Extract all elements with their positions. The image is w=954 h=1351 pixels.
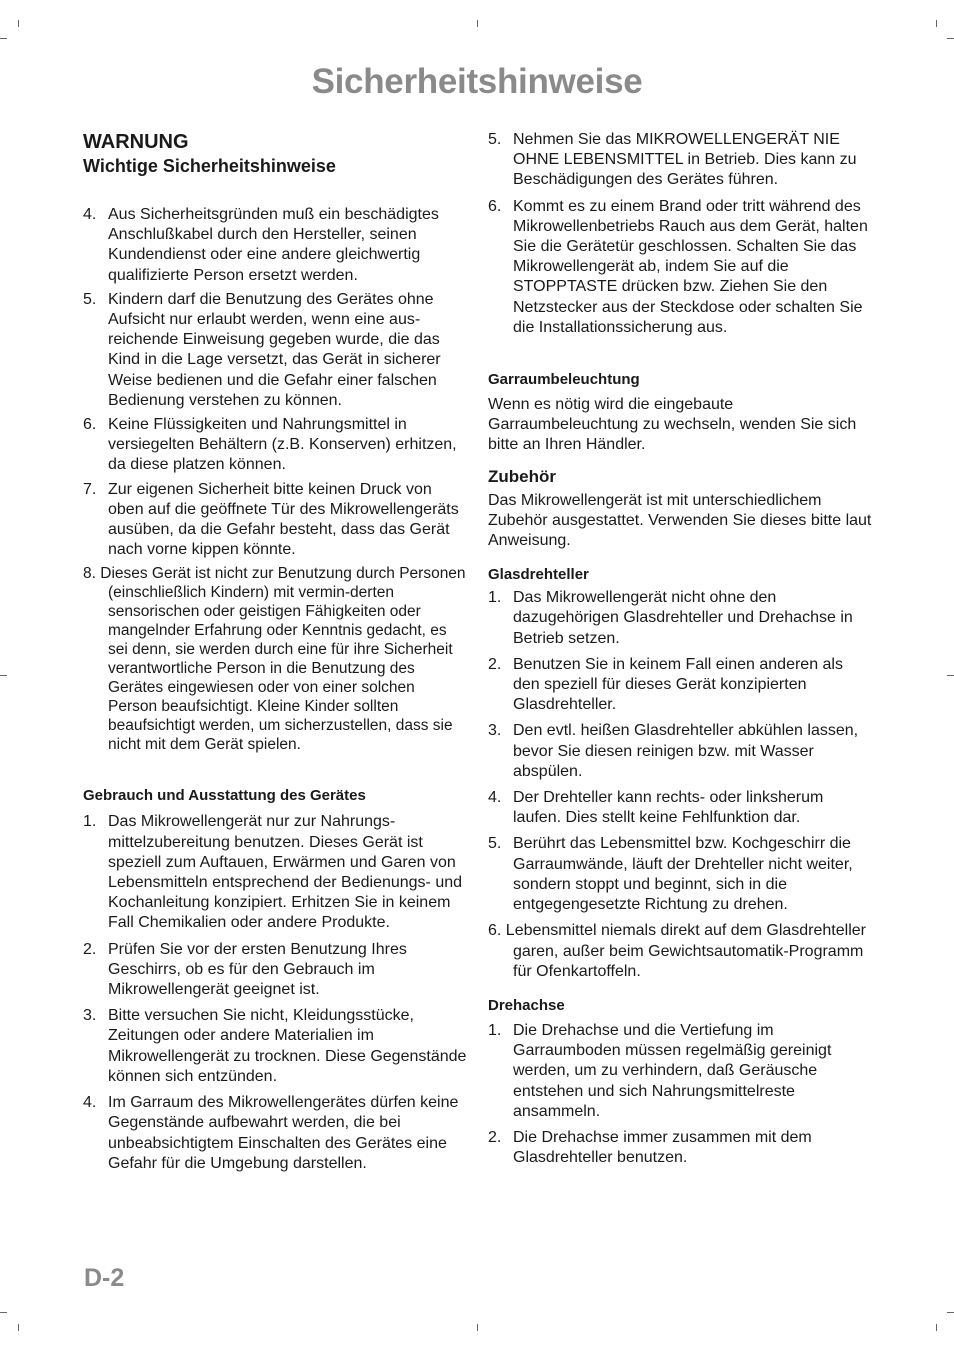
crop-mark bbox=[18, 20, 19, 27]
turntable-list bbox=[488, 588, 874, 982]
list-item: 6. Kommt es zu einem Brand oder tritt während des Mikrowellenbetriebs Rauch aus dem Gerät, halten Sie die Gerätetür geschlossen. Schalten Sie das Mikrowellengerät ab, indem Sie auf die STOPPTASTE drücken bzw. Ziehen Sie den Netzstecker aus der Steckdose oder schalten Sie die Installationssicherung aus. bbox=[488, 197, 868, 336]
list-item: 7. Zur eigenen Sicherheit bitte keinen Druck von oben auf die geöffnete Tür des Mikrowellengeräts ausüben, da die Gefahr besteht, dass das Gerät nach vorne kippen könnte. bbox=[83, 480, 459, 559]
right-column bbox=[488, 130, 874, 1172]
list-item: 6. Lebensmittel niemals direkt auf dem Glasdrehteller garen, außer beim Gewichtsautomatik-Programm für Ofenkartoffeln. bbox=[488, 922, 866, 980]
list-item: 5. Kindern darf die Benutzung des Gerätes ohne Aufsicht nur erlaubt werden, wenn eine aus-reichende Einweisung gegeben wurde, die das Kind in die Lage versetzt, das Gerät in sicherer Weise bedienen und die Gefahr einer falschen Bedienung verstehen zu können. bbox=[83, 290, 441, 409]
crop-mark bbox=[947, 675, 954, 676]
list-item: 4. Im Garraum des Mikrowellengerätes dürfen keine Gegenstände aufbewahrt werden, die bei unbeabsichtigtem Einschalten des Gerätes eine Gefahr für die Umgebung darstellen. bbox=[83, 1094, 459, 1172]
list-item: 6. Keine Flüssigkeiten und Nahrungsmittel in versiegelten Behältern (z.B. Konserven) erhitzen, da diese platzen können. bbox=[83, 416, 457, 474]
crop-mark bbox=[947, 38, 954, 39]
list-item: 4. Der Drehteller kann rechts- oder linksherum laufen. Dies stellt keine Fehlfunktion dar. bbox=[488, 789, 824, 827]
list-item: 1. Das Mikrowellengerät nicht ohne den dazugehörigen Glasdrehteller und Drehachse in Betrieb setzen. bbox=[488, 589, 853, 647]
accessories-heading: Zubehör bbox=[488, 466, 556, 486]
list-item: 4. Aus Sicherheitsgründen muß ein beschädigtes Anschlußkabel durch den Hersteller, seinen Kundendienst oder eine andere gleichwertig qualifizierte Person ersetzt werden. bbox=[83, 206, 439, 284]
list-item: 1. Die Drehachse und die Vertiefung im Garraumboden müssen regelmäßig gereinigt werden, um zu verhindern, daß Geräusche entstehen und sich Nahrungsmittelreste ansammeln. bbox=[488, 1021, 832, 1120]
list-item: 3. Bitte versuchen Sie nicht, Kleidungsstücke, Zeitungen oder andere Materialien im Mikrowellengerät zu trocknen. Diese Gegenstände können sich entzünden. bbox=[83, 1007, 467, 1085]
axis-heading: Drehachse bbox=[488, 996, 565, 1014]
list-item: 5. Nehmen Sie das MIKROWELLENGERÄT NIE OHNE LEBENSMITTEL in Betrieb. Dies kann zu Beschädigungen des Gerätes führen. bbox=[488, 131, 857, 189]
crop-mark bbox=[0, 675, 7, 676]
usage-heading: Gebrauch und Ausstattung des Gerätes bbox=[83, 787, 366, 805]
crop-mark bbox=[936, 1324, 937, 1331]
safety-list bbox=[83, 205, 467, 754]
usage-list bbox=[83, 812, 467, 1173]
light-heading: Garraumbeleuchtung bbox=[488, 371, 640, 389]
axis-list bbox=[488, 1021, 874, 1168]
crop-mark bbox=[477, 1324, 478, 1331]
list-item: 5. Berührt das Lebensmittel bzw. Kochgeschirr die Garraumwände, läuft der Drehteller nicht weiter, sondern stoppt und beginnt, sich in die entgegengesetzte Richtung zu drehen. bbox=[488, 835, 853, 914]
accessories-text: Das Mikrowellengerät ist mit unterschiedlichem Zubehör ausgestattet. Verwenden Sie dieses bitte laut Anweisung. bbox=[488, 491, 872, 550]
crop-mark bbox=[947, 1312, 954, 1313]
crop-mark bbox=[0, 38, 7, 39]
list-item: 3. Den evtl. heißen Glasdrehteller abkühlen lassen, bevor Sie diesen reinigen bzw. mit Wasser abspülen. bbox=[488, 722, 859, 780]
list-item: 1. Das Mikrowellengerät nur zur Nahrungs-mittelzubereitung benutzen. Dieses Gerät ist speziell zum Auftauen, Erwärmen und Garen von Lebensmitteln entsprechend der Bedienungs- und Kochanleitung konzipiert. Erhitzen Sie in keinem Fall Chemikalien oder andere Produkte. bbox=[83, 813, 463, 932]
safety-list-continued bbox=[488, 130, 874, 338]
list-item: 8. Dieses Gerät ist nicht zur Benutzung durch Personen (einschließlich Kindern) mit vermin-derten sensorischen oder geistigen Fähigkeiten oder mangelnder Erfahrung oder Kenntnis gedacht, es sei denn, sie werden durch eine für ihre Sicherheit verantwortliche Person in die Benutzung des Gerätes eingewiesen oder von einer solchen Person beaufsichtigt. Kleine Kinder sollten beaufsichtigt werden, um sicherzustellen, dass sie nicht mit dem Gerät spielen. bbox=[83, 565, 466, 754]
list-item: 2. Prüfen Sie vor der ersten Benutzung Ihres Geschirrs, ob es für den Gebrauch im Mikrowellengerät geeignet ist. bbox=[83, 940, 407, 999]
left-column bbox=[83, 130, 467, 1178]
warning-heading: WARNUNG bbox=[83, 131, 189, 153]
list-item: 2. Die Drehachse immer zusammen mit dem Glasdrehteller benutzen. bbox=[488, 1128, 812, 1167]
light-text: Wenn es nötig wird die eingebaute Garraumbeleuchtung zu wechseln, wenden Sie sich bitte an Ihren Händler. bbox=[488, 396, 857, 454]
crop-mark bbox=[477, 20, 478, 27]
crop-mark bbox=[18, 1324, 19, 1331]
safety-subtitle: Wichtige Sicherheitshinweise bbox=[83, 156, 336, 176]
list-item: 2. Benutzen Sie in keinem Fall einen anderen als den speziell für dieses Gerät konzipierten Glasdrehteller. bbox=[488, 655, 843, 714]
crop-mark bbox=[0, 1312, 7, 1313]
crop-mark bbox=[936, 20, 937, 27]
page-number: D-2 bbox=[84, 1264, 125, 1292]
turntable-heading: Glasdrehteller bbox=[488, 566, 589, 584]
page-title: Sicherheitshinweise bbox=[311, 62, 643, 101]
